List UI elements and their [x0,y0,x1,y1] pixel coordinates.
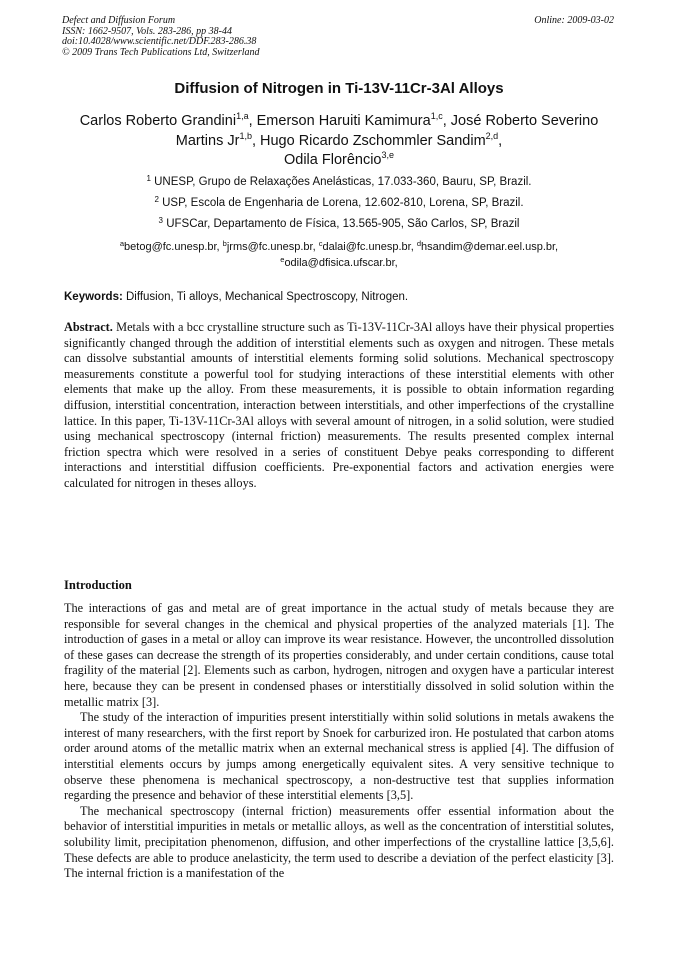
email-mark: a [119,239,125,248]
introduction-body [64,601,614,882]
email-address: hsandim@demar.eel.usp.br, [420,241,559,253]
author-name: Carlos Roberto Grandini [79,113,237,129]
author-list [62,112,616,171]
email-address: odila@dfisica.ufscar.br, [284,256,398,269]
email-mark: c [318,239,323,248]
keywords-label: Keywords: [64,291,123,303]
email-list [62,240,616,271]
keywords-text: Diffusion, Ti alloys, Mechanical Spectroscopy, Nitrogen. [122,291,409,303]
keywords-line [64,291,408,303]
email-mark: b [222,239,227,248]
email-mark: d [416,239,421,248]
affiliation [62,218,616,230]
journal-issn: ISSN: 1662-9507, Vols. 283-286, pp 38-44 [62,25,232,37]
affiliation-text: UFSCar, Departamento de Física, 13.565-905, São Carlos, SP, Brazil [166,218,520,230]
affiliation [62,176,616,188]
author-name: José Roberto Severino Martins Jr [175,113,599,149]
author-separator: , [248,113,257,129]
affiliation [62,197,616,209]
author-affil-mark: 1,c [430,111,443,121]
paragraph: The mechanical spectroscopy (internal friction) measurements offer essential information about the behavior of interstitial impurities in metals or metallic alloys, as well as the concentration of interstitial solutes, solubility limit, precipitation phenomenon, diffusion, and other imperfections of the crystalline lattice [3,5,6]. These defects are able to produce anelasticity, the term used to describe a deviation of the perfect elasticity [3]. The internal friction is a manifestation of the [64,803,614,881]
email-mark: e [280,254,285,264]
email-address: betog@fc.unesp.br, [124,241,223,253]
journal-copyright: © 2009 Trans Tech Publications Ltd, Switzerland [62,46,260,58]
affiliation-text: UNESP, Grupo de Relaxações Anelásticas, 17.033-360, Bauru, SP, Brazil. [154,176,532,188]
online-date: Online: 2009-03-02 [534,15,614,26]
author-separator: , [442,113,451,129]
abstract-text: Metals with a bcc crystalline structure such as Ti-13V-11Cr-3Al alloys have their physical properties significantly changed through the addition of interstitial elements such as oxygen and nitrogen. These metals can dissolve substantial amounts of interstitial elements forming solid solutions. Mechanical spectroscopy measurements constitute a powerful tool for studying interactions of these interstitial elements with other elements that make up the alloy. From these measurements, it is possible to obtain information regarding diffusion, interstitial concentration, interaction between interstitials, and other imperfections of the crystalline lattice. In this paper, Ti-13V-11Cr-3Al alloys with several amount of nitrogen, in a solid solution, were studied using mechanical spectroscopy (internal friction) measurements. The results presented complex internal friction spectra which were resolved in a series of constituent Debye peaks corresponding to different interactions and interstitial diffusion coefficients. Pre-exponential factors and activation energies were calculated for nitrogen in theses alloys. [64,320,614,490]
affiliation-text: USP, Escola de Engenharia de Lorena, 12.602-810, Lorena, SP, Brazil. [162,197,524,209]
author-separator: , [498,132,503,149]
paragraph: The interactions of gas and metal are of great importance in the actual study of metals because they are responsible for several changes in the chemical and physical properties of the analyzed materials [1]. The introduction of gases in a metal or alloy can improve its wear resistance. However, the uncontrolled dissolution of these gases can decrease the strength of its properties considerably, and under certain conditions, cause total fragility of the material [2]. Elements such as carbon, hydrogen, nitrogen and oxygen have a particular interest here, because they can be present in condensed phases or interstitially dissolved in solid solution within the metallic matrix [3]. [64,601,614,709]
email-address: jrms@fc.unesp.br, [226,241,319,253]
author-separator: , [251,132,261,149]
author-affil-mark: 2,d [485,130,499,141]
affiliation-number: 1 [146,174,151,183]
affiliation-number: 2 [154,195,159,204]
journal-name: Defect and Diffusion Forum [62,15,176,26]
section-heading-introduction: Introduction [64,578,132,592]
author-affil-mark: 1,b [239,130,252,141]
abstract-block [64,320,614,492]
paragraph: The study of the interaction of impurities present interstitially within solid solutions in metals awakens the interest of many researchers, with the first report by Snoek for carburized iron. He postulated that carbon atoms order around atoms of the metallic matrix when an external mechanical stress is applied [4]. The diffusion of interstitial elements occurs by jumps among energetically equivalent sites. A very sensitive technique to observe these phenomena is mechanical spectroscopy, a non-destructive test that supplies information regarding the presence and behavior of these interstitial elements [3,5]. [64,710,614,803]
paper-title: Diffusion of Nitrogen in Ti-13V-11Cr-3Al Alloys [174,80,504,97]
email-address: dalai@fc.unesp.br, [322,241,417,253]
journal-header [62,16,260,58]
author-name: Odila Florêncio [283,152,382,168]
author-affil-mark: 3,e [381,150,395,160]
author-name: Hugo Ricardo Zschommler Sandim [260,132,486,149]
journal-doi: doi:10.4028/www.scientific.net/DDF.283-286.38 [62,36,257,47]
affiliation-number: 3 [158,216,163,225]
abstract-label: Abstract. [64,320,113,334]
author-affil-mark: 1,a [236,111,249,121]
author-name: Emerson Haruiti Kamimura [256,113,431,129]
